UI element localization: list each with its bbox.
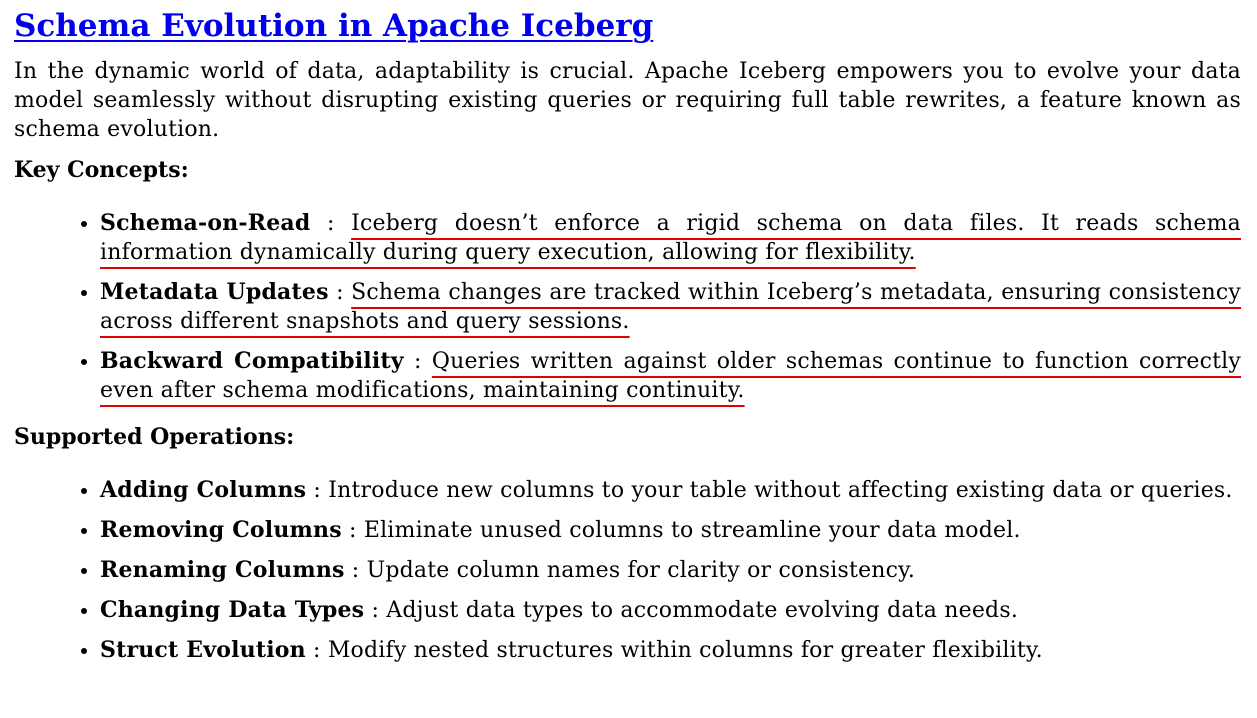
title-link[interactable]: Schema Evolution in Apache Iceberg xyxy=(14,8,654,44)
operation-term: Removing Columns xyxy=(100,517,342,543)
operation-term: Struct Evolution xyxy=(100,637,306,663)
operation-term: Changing Data Types xyxy=(100,597,365,623)
supported-operations-list xyxy=(14,476,1241,665)
operation-description: Modify nested structures within columns for greater flexibility. xyxy=(327,638,1043,663)
operation-description: Eliminate unused columns to streamline your data model. xyxy=(363,518,1021,543)
separator: : xyxy=(306,478,329,503)
concept-term: Metadata Updates xyxy=(100,279,329,305)
separator: : xyxy=(310,211,352,236)
intro-paragraph: In the dynamic world of data, adaptability is crucial. Apache Iceberg empowers you to evolve your data model seamlessly without disrupting existing queries or requiring full table rewrites, a feature known as schema evolution. xyxy=(14,59,1241,142)
separator: : xyxy=(341,518,364,543)
supported-operations-heading: Supported Operations: xyxy=(14,424,295,450)
separator: : xyxy=(305,638,328,663)
page-title xyxy=(14,6,1241,46)
list-item xyxy=(100,556,1241,585)
key-concepts-list xyxy=(14,209,1241,405)
operation-description: Introduce new columns to your table without affecting existing data or queries. xyxy=(328,478,1233,503)
list-item xyxy=(100,476,1241,505)
separator: : xyxy=(328,280,352,305)
operation-description: Adjust data types to accommodate evolving data needs. xyxy=(386,598,1019,623)
concept-term: Backward Compatibility xyxy=(100,348,404,374)
key-concepts-heading: Key Concepts: xyxy=(14,157,189,183)
operation-term: Adding Columns xyxy=(100,477,307,503)
concept-description: Schema changes are tracked within Iceberg’s metadata, ensuring consistency across different snapshots and query sessions. xyxy=(100,280,1242,334)
operation-term: Renaming Columns xyxy=(100,557,345,583)
operation-description: Update column names for clarity or consistency. xyxy=(366,558,916,583)
list-item xyxy=(100,278,1241,336)
concept-term: Schema-on-Read xyxy=(100,210,311,236)
list-item xyxy=(100,516,1241,545)
separator: : xyxy=(403,349,432,374)
list-item xyxy=(100,596,1241,625)
list-item xyxy=(100,636,1241,665)
separator: : xyxy=(364,598,387,623)
separator: : xyxy=(344,558,367,583)
list-item xyxy=(100,209,1241,267)
concept-description: Iceberg doesn’t enforce a rigid schema on data files. It reads schema information dynamically during query execution, allowing for flexibility. xyxy=(100,211,1241,265)
concept-description: Queries written against older schemas continue to function correctly even after schema modifications, maintaining continuity. xyxy=(100,349,1242,403)
list-item xyxy=(100,347,1241,405)
